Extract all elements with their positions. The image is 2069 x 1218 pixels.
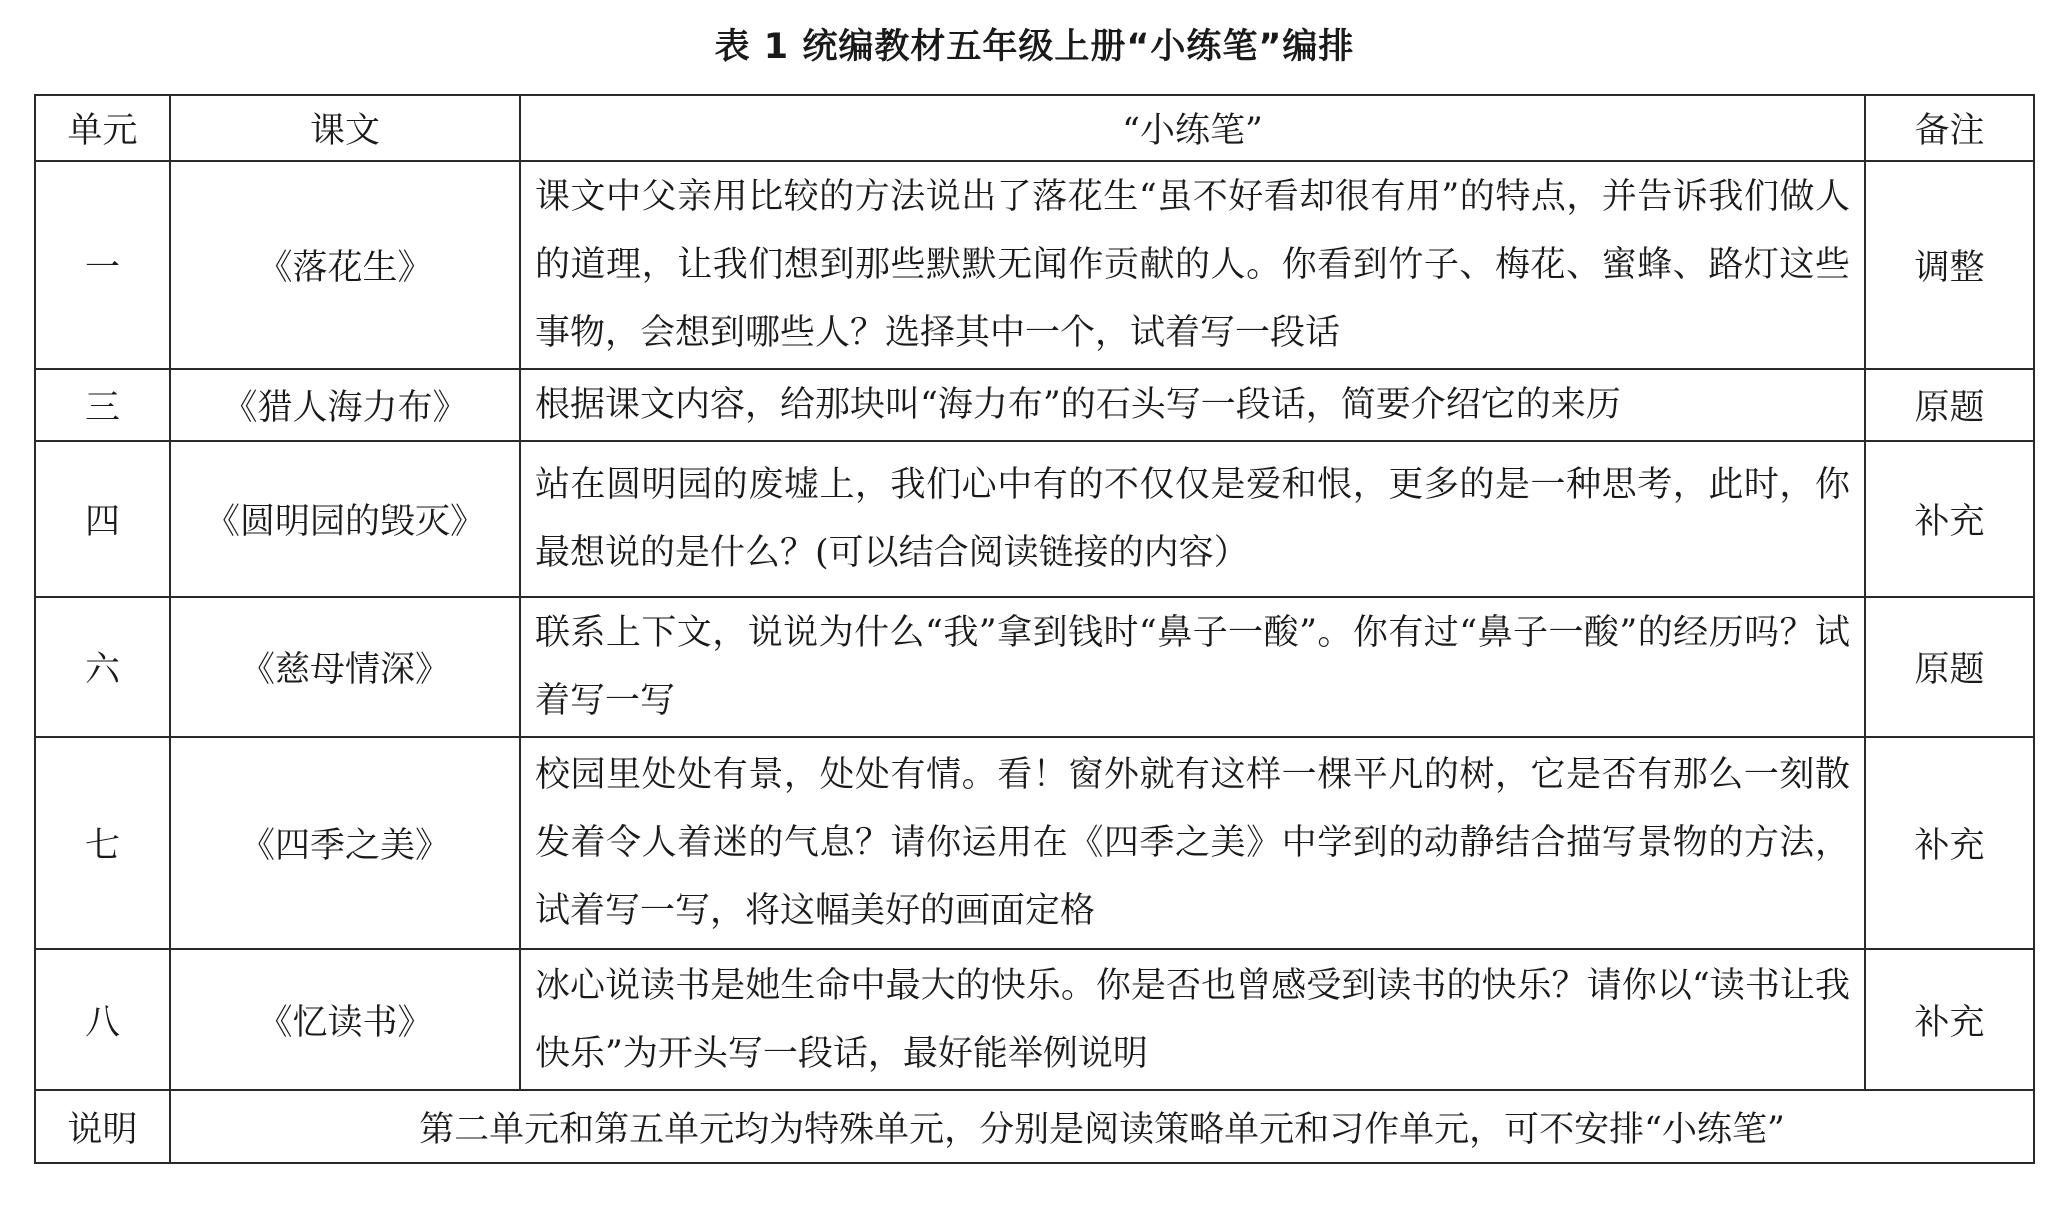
table-footer-row	[35, 1090, 2034, 1163]
lesson-cell: 《慈母情深》	[170, 597, 520, 737]
exercise-cell: 根据课文内容，给那块叫“海力布”的石头写一段话，简要介绍它的来历	[520, 369, 1865, 441]
footer-label: 说明	[35, 1090, 170, 1163]
lesson-exercise-table	[34, 94, 2035, 1164]
unit-cell: 八	[35, 949, 170, 1090]
table-header-row	[35, 95, 2034, 161]
note-cell: 补充	[1865, 441, 2034, 597]
exercise-cell: 冰心说读书是她生命中最大的快乐。你是否也曾感受到读书的快乐？请你以“读书让我快乐”为开头写一段话，最好能举例说明	[520, 949, 1865, 1090]
header-lesson: 课文	[170, 95, 520, 161]
unit-cell: 三	[35, 369, 170, 441]
header-unit: 单元	[35, 95, 170, 161]
note-cell: 原题	[1865, 597, 2034, 737]
exercise-cell: 联系上下文，说说为什么“我”拿到钱时“鼻子一酸”。你有过“鼻子一酸”的经历吗？试着写一写	[520, 597, 1865, 737]
table-row	[35, 441, 2034, 597]
table-row	[35, 737, 2034, 949]
lesson-cell: 《四季之美》	[170, 737, 520, 949]
exercise-cell: 校园里处处有景，处处有情。看！窗外就有这样一棵平凡的树，它是否有那么一刻散发着令人着迷的气息？请你运用在《四季之美》中学到的动静结合描写景物的方法，试着写一写，将这幅美好的画面定格	[520, 737, 1865, 949]
lesson-cell: 《圆明园的毁灭》	[170, 441, 520, 597]
unit-cell: 七	[35, 737, 170, 949]
header-exercise: “小练笔”	[520, 95, 1865, 161]
exercise-cell: 课文中父亲用比较的方法说出了落花生“虽不好看却很有用”的特点，并告诉我们做人的道理，让我们想到那些默默无闻作贡献的人。你看到竹子、梅花、蜜蜂、路灯这些事物，会想到哪些人？选择其中一个，试着写一段话	[520, 161, 1865, 369]
unit-cell: 一	[35, 161, 170, 369]
table-caption: 表 1 统编教材五年级上册“小练笔”编排	[714, 27, 1355, 67]
footer-text: 第二单元和第五单元均为特殊单元，分别是阅读策略单元和习作单元，可不安排“小练笔”	[170, 1090, 2034, 1163]
exercise-cell: 站在圆明园的废墟上，我们心中有的不仅仅是爱和恨，更多的是一种思考，此时，你最想说的是什么？(可以结合阅读链接的内容）	[520, 441, 1865, 597]
table-row	[35, 597, 2034, 737]
lesson-cell: 《忆读书》	[170, 949, 520, 1090]
note-cell: 补充	[1865, 949, 2034, 1090]
header-note: 备注	[1865, 95, 2034, 161]
note-cell: 原题	[1865, 369, 2034, 441]
note-cell: 调整	[1865, 161, 2034, 369]
table-row	[35, 369, 2034, 441]
lesson-cell: 《落花生》	[170, 161, 520, 369]
unit-cell: 六	[35, 597, 170, 737]
table-row	[35, 161, 2034, 369]
unit-cell: 四	[35, 441, 170, 597]
lesson-cell: 《猎人海力布》	[170, 369, 520, 441]
note-cell: 补充	[1865, 737, 2034, 949]
table-row	[35, 949, 2034, 1090]
